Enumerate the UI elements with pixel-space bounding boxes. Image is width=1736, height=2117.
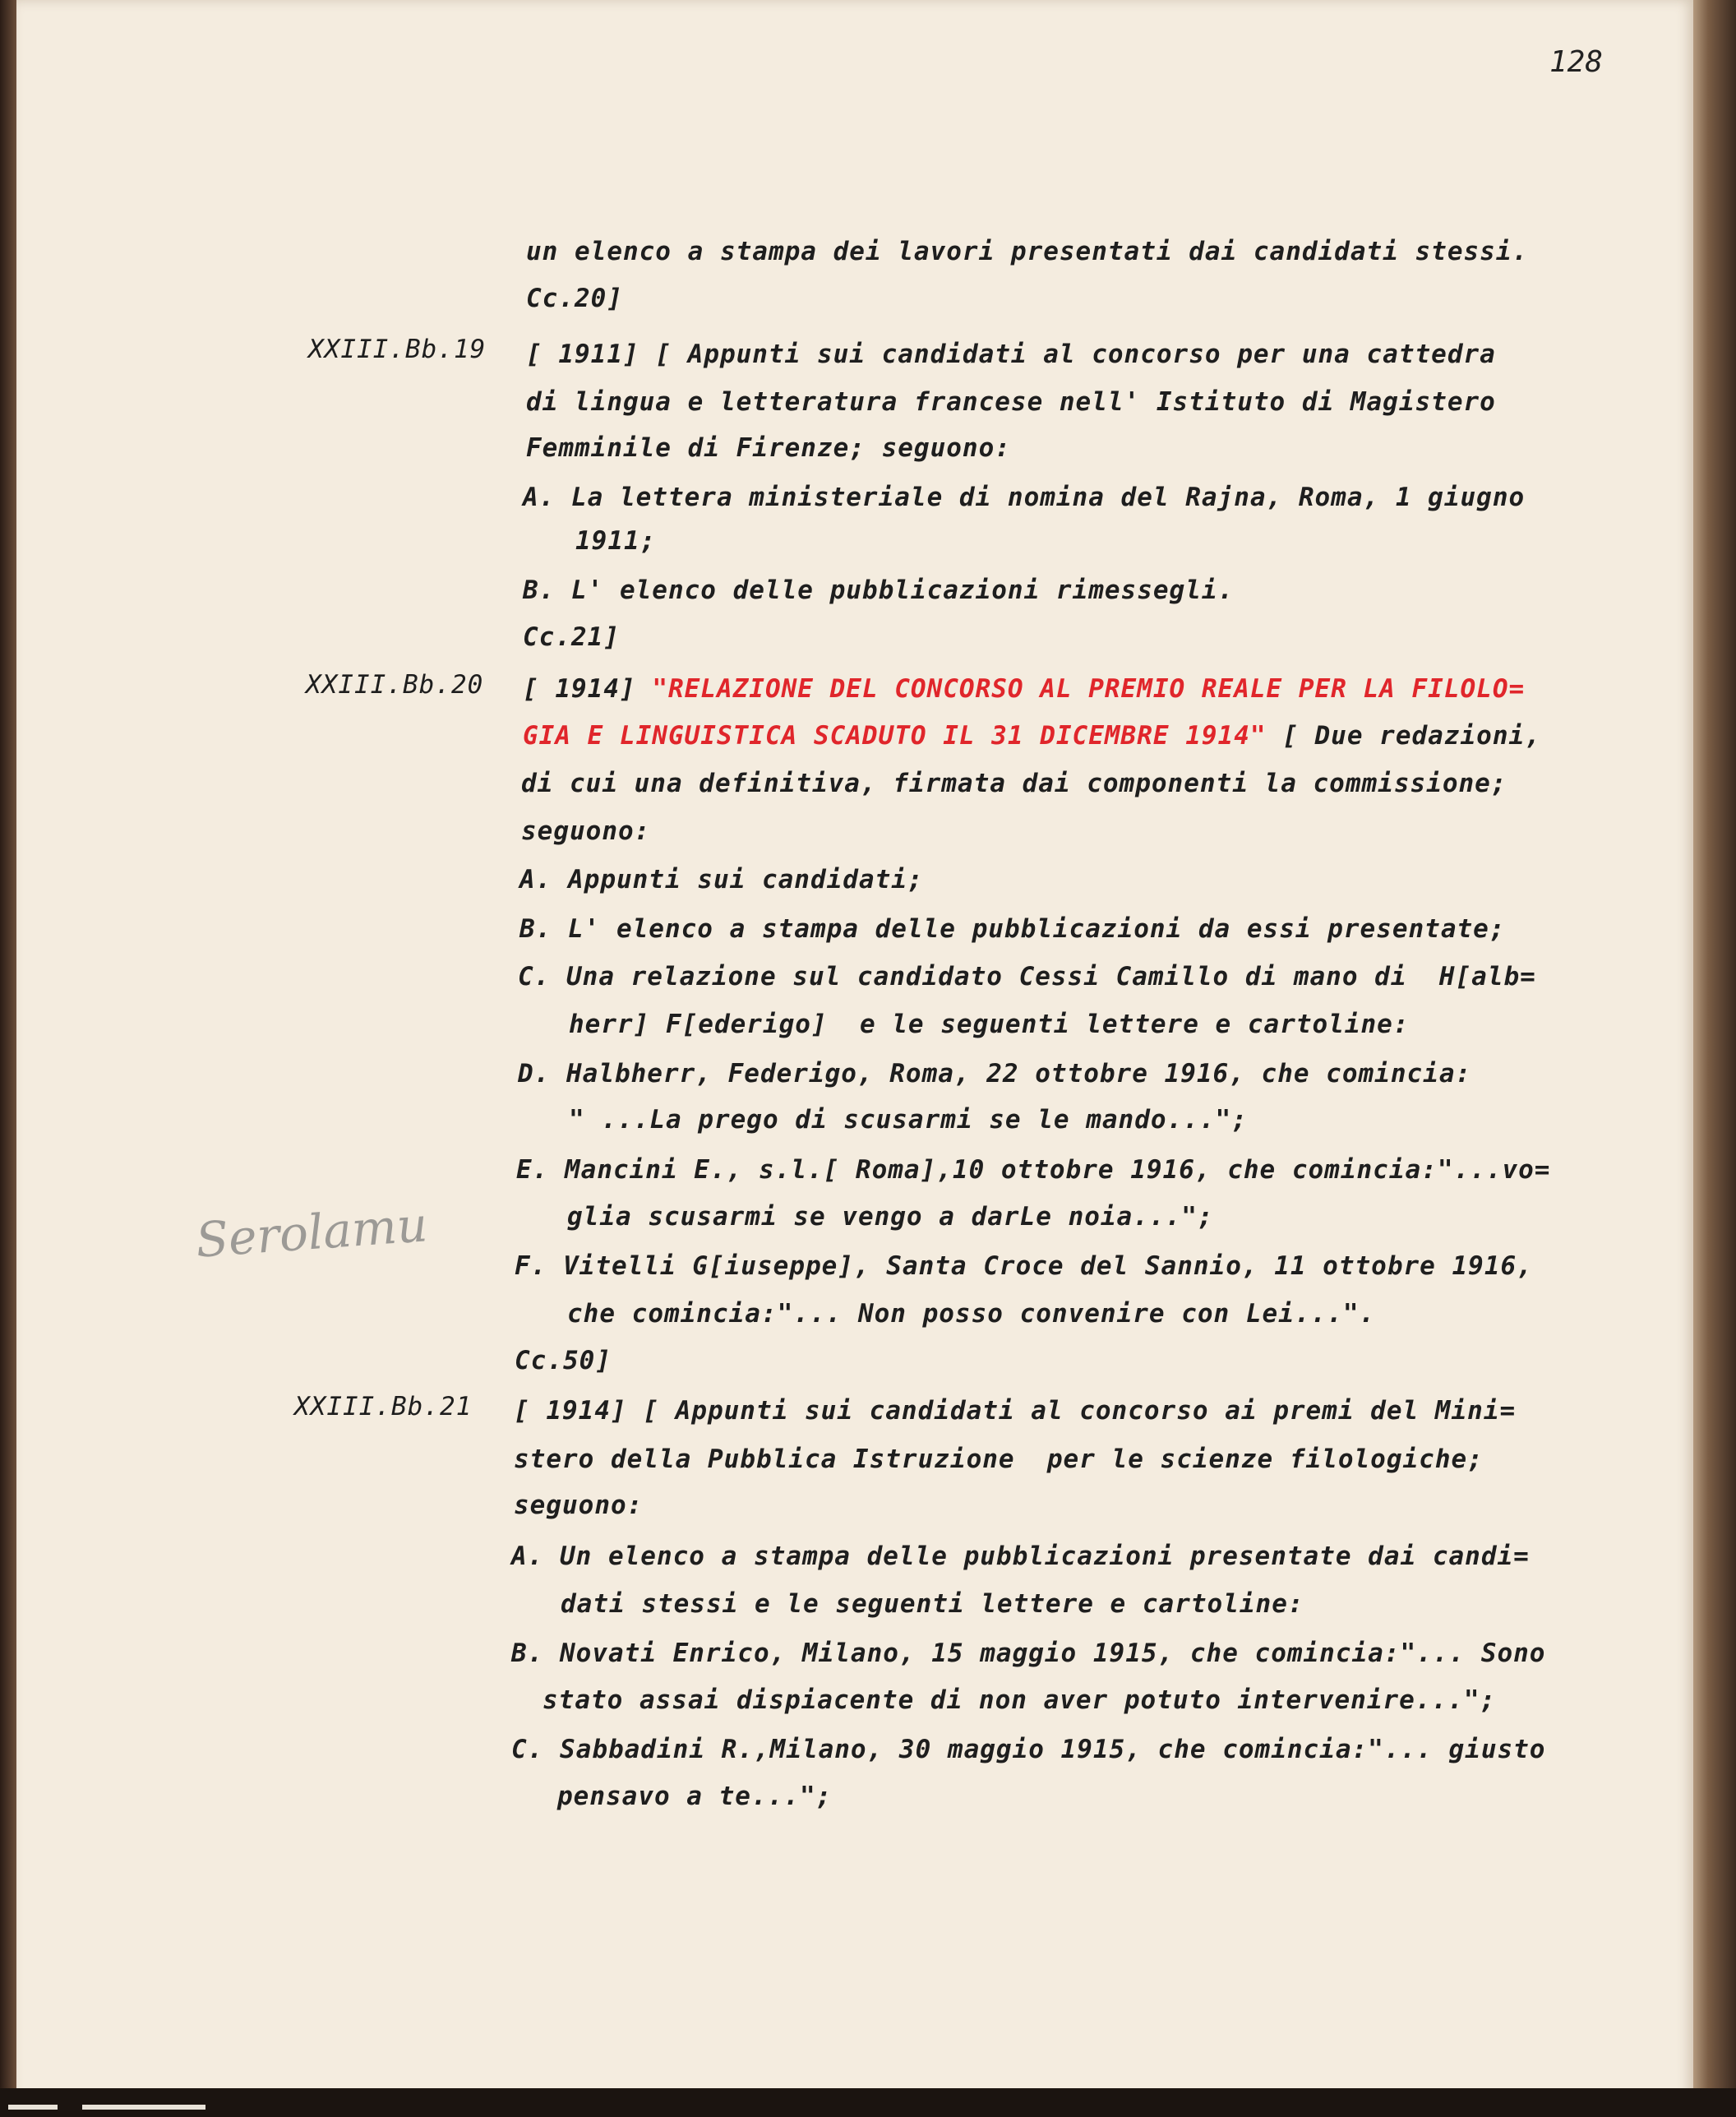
text-line: di cui una definitiva, firmata dai componenti la commissione; [521, 769, 1507, 798]
handwritten-margin-note: Serolamu [193, 1196, 430, 1269]
text-line: Cc.20] [526, 284, 623, 313]
report-title: GIA E LINGUISTICA SCADUTO IL 31 DICEMBRE 1914" [523, 721, 1267, 751]
text-line: B. Novati Enrico, Milano, 15 maggio 1915, che comincia:"... Sono [511, 1639, 1546, 1668]
text-line: A. Un elenco a stampa delle pubblicazioni presentate dai candi= [511, 1542, 1530, 1571]
date-bracket: [ 1914] [523, 674, 653, 704]
text-line [523, 721, 1541, 751]
text-line: [ 1911] [ Appunti sui candidati al concorso per una cattedra [526, 340, 1496, 369]
binding-edge-right [1693, 0, 1736, 2117]
text-line: un elenco a stampa dei lavori presentati dai candidati stessi. [526, 237, 1529, 266]
text-line: C. Una relazione sul candidato Cessi Camillo di mano di H[alb= [518, 962, 1536, 991]
text-line: dati stessi e le seguenti lettere e cartoline: [561, 1589, 1304, 1619]
text-line: " ...La prego di scusarmi se le mando..."; [569, 1105, 1248, 1135]
shelfmark: XXIII.Bb.20 [306, 670, 484, 700]
text-line: Cc.21] [523, 622, 620, 652]
text-line: pensavo a te..."; [557, 1782, 833, 1811]
text-line [523, 674, 1525, 704]
text-line: F. Vitelli G[iuseppe], Santa Croce del Sannio, 11 ottobre 1916, [515, 1251, 1533, 1281]
text-line: [ 1914] [ Appunti sui candidati al concorso ai premi del Mini= [514, 1396, 1517, 1426]
page-number: 128 [1549, 45, 1604, 79]
text-line: B. L' elenco a stampa delle pubblicazioni da essi presentate; [519, 914, 1506, 944]
text-line: D. Halbherr, Federigo, Roma, 22 ottobre 1916, che comincia: [518, 1059, 1472, 1089]
shelfmark: XXIII.Bb.19 [308, 335, 487, 364]
text-line: herr] F[ederigo] e le seguenti lettere e cartoline: [569, 1010, 1410, 1039]
scan-mark [82, 2105, 205, 2110]
text-line: seguono: [521, 816, 651, 846]
text-line: A. La lettera ministeriale di nomina del Rajna, Roma, 1 giugno [523, 483, 1526, 512]
text-line: che comincia:"... Non posso convenire con Lei...". [567, 1299, 1376, 1329]
shelfmark: XXIII.Bb.21 [294, 1392, 473, 1421]
scan-mark [8, 2105, 58, 2110]
text-line: 1911; [575, 526, 657, 556]
text-line: A. Appunti sui candidati; [519, 865, 924, 894]
text-line: B. L' elenco delle pubblicazioni rimessegli. [523, 575, 1235, 605]
text-fragment: [ Due redazioni, [1266, 721, 1541, 751]
text-line: C. Sabbadini R.,Milano, 30 maggio 1915, che comincia:"... giusto [511, 1735, 1546, 1764]
scan-bottom-edge [0, 2088, 1736, 2117]
report-title: "RELAZIONE DEL CONCORSO AL PREMIO REALE PER LA FILOLO= [652, 674, 1526, 704]
text-line: E. Mancini E., s.l.[ Roma],10 ottobre 1916, che comincia:"...vo= [516, 1155, 1551, 1185]
text-line: stero della Pubblica Istruzione per le scienze filologiche; [514, 1444, 1484, 1474]
text-line: seguono: [514, 1491, 644, 1520]
text-line: glia scusarmi se vengo a darLe noia..."; [567, 1202, 1214, 1232]
binding-edge-left [0, 0, 16, 2117]
text-line: Femminile di Firenze; seguono: [526, 433, 1011, 463]
text-line: di lingua e letteratura francese nell' Istituto di Magistero [526, 387, 1496, 417]
text-line: Cc.50] [515, 1346, 612, 1375]
text-line: stato assai dispiacente di non aver potuto intervenire..."; [542, 1685, 1497, 1715]
